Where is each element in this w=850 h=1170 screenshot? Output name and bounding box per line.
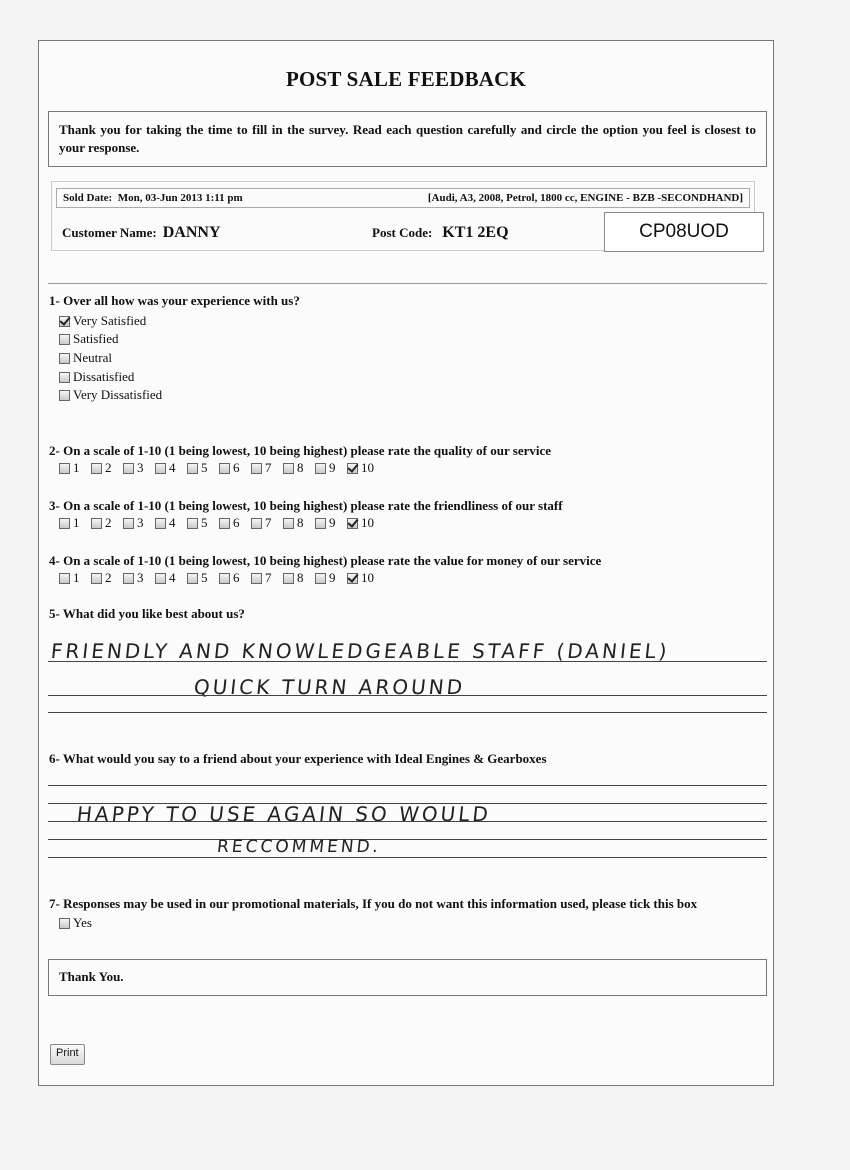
- q2-option-6[interactable]: 6: [219, 460, 251, 476]
- answer-line: [48, 695, 767, 696]
- registration-plate: CP08UOD: [604, 212, 764, 252]
- checkbox[interactable]: [187, 518, 198, 529]
- q3-option-2[interactable]: 2: [91, 515, 123, 531]
- form-title: POST SALE FEEDBACK: [285, 67, 527, 91]
- divider: [48, 283, 767, 284]
- customer-name-label: Customer Name:: [62, 225, 157, 240]
- checkbox[interactable]: [315, 463, 326, 474]
- answer-line: [48, 661, 767, 662]
- q3-scale: [59, 515, 379, 531]
- q4-option-7[interactable]: 7: [251, 570, 283, 586]
- answer-line: [48, 839, 767, 840]
- print-button[interactable]: Print: [50, 1044, 85, 1065]
- q3-option-6[interactable]: 6: [219, 515, 251, 531]
- checkbox[interactable]: [123, 573, 134, 584]
- checkbox[interactable]: [283, 463, 294, 474]
- q2-option-1[interactable]: 1: [59, 460, 91, 476]
- q4-option-4[interactable]: 4: [155, 570, 187, 586]
- checkbox[interactable]: [187, 573, 198, 584]
- q2-option-2[interactable]: 2: [91, 460, 123, 476]
- q2-option-3[interactable]: 3: [123, 460, 155, 476]
- checkbox[interactable]: [91, 463, 102, 474]
- checkbox[interactable]: [155, 463, 166, 474]
- thank-you-box: Thank You.: [48, 959, 767, 996]
- checkbox[interactable]: [91, 573, 102, 584]
- checkbox[interactable]: [91, 518, 102, 529]
- intro-text: Thank you for taking the time to fill in the survey. Read each question carefully and circle the option you feel is closest to your response.: [48, 111, 767, 167]
- sale-info-box: [51, 181, 755, 251]
- sold-date: [63, 189, 243, 207]
- checkbox-checked[interactable]: [347, 463, 358, 474]
- post-code: [372, 224, 509, 242]
- checkbox[interactable]: [219, 463, 230, 474]
- checkbox[interactable]: [283, 573, 294, 584]
- q4-option-1[interactable]: 1: [59, 570, 91, 586]
- question-2: 2- On a scale of 1-10 (1 being lowest, 10 being highest) please rate the quality of our service: [49, 443, 552, 458]
- vehicle-details: [Audi, A3, 2008, Petrol, 1800 cc, ENGINE - BZB -SECONDHAND]: [427, 192, 743, 204]
- q4-option-8[interactable]: 8: [283, 570, 315, 586]
- answer-line: [48, 803, 767, 804]
- q2-option-9[interactable]: 9: [315, 460, 347, 476]
- q4-option-3[interactable]: 3: [123, 570, 155, 586]
- q4-option-2[interactable]: 2: [91, 570, 123, 586]
- q5-answer-line-2[interactable]: QUICK TURN AROUND: [192, 675, 467, 699]
- checkbox[interactable]: [59, 573, 70, 584]
- q3-option-10[interactable]: 10: [347, 515, 379, 531]
- sold-date-value: Mon, 03-Jun 2013 1:11 pm: [117, 192, 243, 204]
- q4-option-6[interactable]: 6: [219, 570, 251, 586]
- q6-answer-line-1[interactable]: HAPPY TO USE AGAIN SO WOULD: [75, 802, 493, 826]
- checkbox[interactable]: [315, 573, 326, 584]
- checkbox[interactable]: [59, 390, 70, 401]
- q3-option-1[interactable]: 1: [59, 515, 91, 531]
- checkbox-checked[interactable]: [59, 316, 70, 327]
- q3-option-4[interactable]: 4: [155, 515, 187, 531]
- q1-option-neutral[interactable]: Neutral: [59, 350, 112, 366]
- q1-option-dissatisfied[interactable]: Dissatisfied: [59, 369, 134, 385]
- question-5: 5- What did you like best about us?: [49, 606, 245, 621]
- checkbox[interactable]: [283, 518, 294, 529]
- checkbox[interactable]: [251, 573, 262, 584]
- q5-answer-line-1[interactable]: FRIENDLY AND KNOWLEDGEABLE STAFF (DANIEL): [49, 639, 671, 663]
- sold-date-label: Sold Date:: [63, 192, 113, 204]
- checkbox[interactable]: [155, 573, 166, 584]
- checkbox-checked[interactable]: [347, 573, 358, 584]
- checkbox[interactable]: [155, 518, 166, 529]
- sale-info-header: [56, 188, 750, 208]
- customer-name-value: DANNY: [162, 224, 221, 241]
- checkbox[interactable]: [251, 463, 262, 474]
- q1-option-satisfied[interactable]: Satisfied: [59, 331, 119, 347]
- checkbox[interactable]: [59, 518, 70, 529]
- feedback-form: [38, 40, 774, 1086]
- q7-option-yes[interactable]: Yes: [59, 915, 92, 931]
- q3-option-9[interactable]: 9: [315, 515, 347, 531]
- q4-scale: [59, 570, 379, 586]
- checkbox[interactable]: [315, 518, 326, 529]
- q2-option-7[interactable]: 7: [251, 460, 283, 476]
- answer-line: [48, 821, 767, 822]
- question-3: 3- On a scale of 1-10 (1 being lowest, 10 being highest) please rate the friendliness of our staff: [49, 498, 563, 513]
- checkbox-checked[interactable]: [347, 518, 358, 529]
- checkbox[interactable]: [123, 463, 134, 474]
- answer-line: [48, 785, 767, 786]
- question-7: 7- Responses may be used in our promotional materials, If you do not want this information used, please tick this box: [49, 896, 698, 911]
- q2-scale: [59, 460, 379, 476]
- checkbox[interactable]: [123, 518, 134, 529]
- checkbox[interactable]: [59, 334, 70, 345]
- q1-option-very-dissatisfied[interactable]: Very Dissatisfied: [59, 387, 162, 403]
- q4-option-5[interactable]: 5: [187, 570, 219, 586]
- q3-option-7[interactable]: 7: [251, 515, 283, 531]
- q2-option-5[interactable]: 5: [187, 460, 219, 476]
- q1-option-very-satisfied[interactable]: Very Satisfied: [59, 313, 146, 329]
- checkbox[interactable]: [219, 518, 230, 529]
- q2-option-10[interactable]: 10: [347, 460, 379, 476]
- checkbox[interactable]: [59, 353, 70, 364]
- q2-option-4[interactable]: 4: [155, 460, 187, 476]
- q3-option-5[interactable]: 5: [187, 515, 219, 531]
- q3-option-8[interactable]: 8: [283, 515, 315, 531]
- checkbox[interactable]: [187, 463, 198, 474]
- question-6: 6- What would you say to a friend about your experience with Ideal Engines & Gearboxes: [49, 751, 547, 766]
- q2-option-8[interactable]: 8: [283, 460, 315, 476]
- question-4: 4- On a scale of 1-10 (1 being lowest, 10 being highest) please rate the value for money of our service: [49, 553, 602, 568]
- q3-option-3[interactable]: 3: [123, 515, 155, 531]
- checkbox[interactable]: [59, 463, 70, 474]
- answer-line: [48, 857, 767, 858]
- q4-option-9[interactable]: 9: [315, 570, 347, 586]
- q6-answer-line-2[interactable]: RECCOMMEND.: [215, 837, 383, 857]
- question-1: 1- Over all how was your experience with us?: [49, 293, 300, 308]
- checkbox[interactable]: [219, 573, 230, 584]
- checkbox[interactable]: [251, 518, 262, 529]
- checkbox[interactable]: [59, 372, 70, 383]
- answer-line: [48, 712, 767, 713]
- post-code-label: Post Code:: [372, 225, 433, 240]
- post-code-value: KT1 2EQ: [442, 224, 509, 241]
- customer-name: [62, 224, 221, 242]
- checkbox[interactable]: [59, 918, 70, 929]
- q4-option-10[interactable]: 10: [347, 570, 379, 586]
